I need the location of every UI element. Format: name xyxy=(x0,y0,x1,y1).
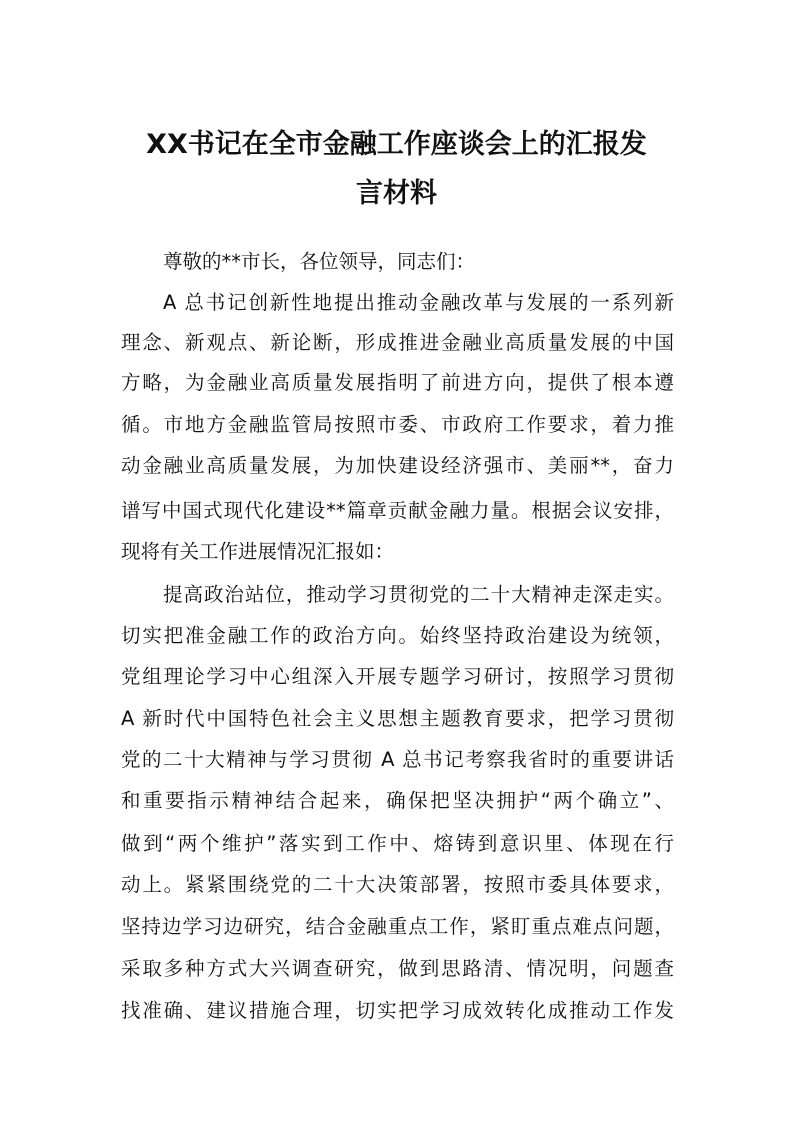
paragraph-2-line: 坚持边学习边研究，结合金融重点工作，紧盯重点难点问题， xyxy=(121,915,674,938)
paragraph-1-line: 理念、新观点、新论断，形成推进金融业高质量发展的中国 xyxy=(121,331,674,354)
salutation: 尊敬的**市长，各位领导，同志们： xyxy=(163,250,476,273)
paragraph-2-line: A 新时代中国特色社会主义思想主题教育要求，把学习贯彻 xyxy=(121,707,674,730)
document-title-line-2: 言材料 xyxy=(356,178,437,209)
paragraph-1-line: 方略，为金融业高质量发展指明了前进方向，提供了根本遵 xyxy=(121,371,674,394)
document-title-line-1: XX书记在全市金融工作座谈会上的汇报发 xyxy=(146,129,647,160)
paragraph-1-line: 现将有关工作进展情况汇报如： xyxy=(121,540,395,563)
paragraph-2-line: 切实把准金融工作的政治方向。始终坚持政治建设为统领， xyxy=(121,624,674,647)
paragraph-1-line: 循。市地方金融监管局按照市委、市政府工作要求，着力推 xyxy=(121,413,674,436)
paragraph-2-line: 采取多种方式大兴调查研究，做到思路清、情况明，问题查 xyxy=(121,957,674,980)
paragraph-1-line: A 总书记创新性地提出推动金融改革与发展的一系列新 xyxy=(163,291,674,314)
paragraph-1-line: 动金融业高质量发展，为加快建设经济强市、美丽**，奋力 xyxy=(121,454,674,477)
paragraph-2-line: 找准确、建议措施合理，切实把学习成效转化成推动工作发 xyxy=(121,999,674,1022)
paragraph-2-line: 和重要指示精神结合起来，确保把坚决拥护“两个确立”、 xyxy=(121,789,674,812)
paragraph-2-line: 提高政治站位，推动学习贯彻党的二十大精神走深走实。 xyxy=(163,583,674,606)
paragraph-2-line: 党组理论学习中心组深入开展专题学习研讨，按照学习贯彻 xyxy=(121,665,674,688)
paragraph-2-line: 党的二十大精神与学习贯彻 A 总书记考察我省时的重要讲话 xyxy=(121,748,674,771)
paragraph-2-line: 做到“两个维护”落实到工作中、熔铸到意识里、体现在行 xyxy=(121,832,674,855)
paragraph-1-line: 谱写中国式现代化建设**篇章贡献金融力量。根据会议安排， xyxy=(121,499,674,522)
paragraph-2-line: 动上。紧紧围绕党的二十大决策部署，按照市委具体要求， xyxy=(121,873,674,896)
